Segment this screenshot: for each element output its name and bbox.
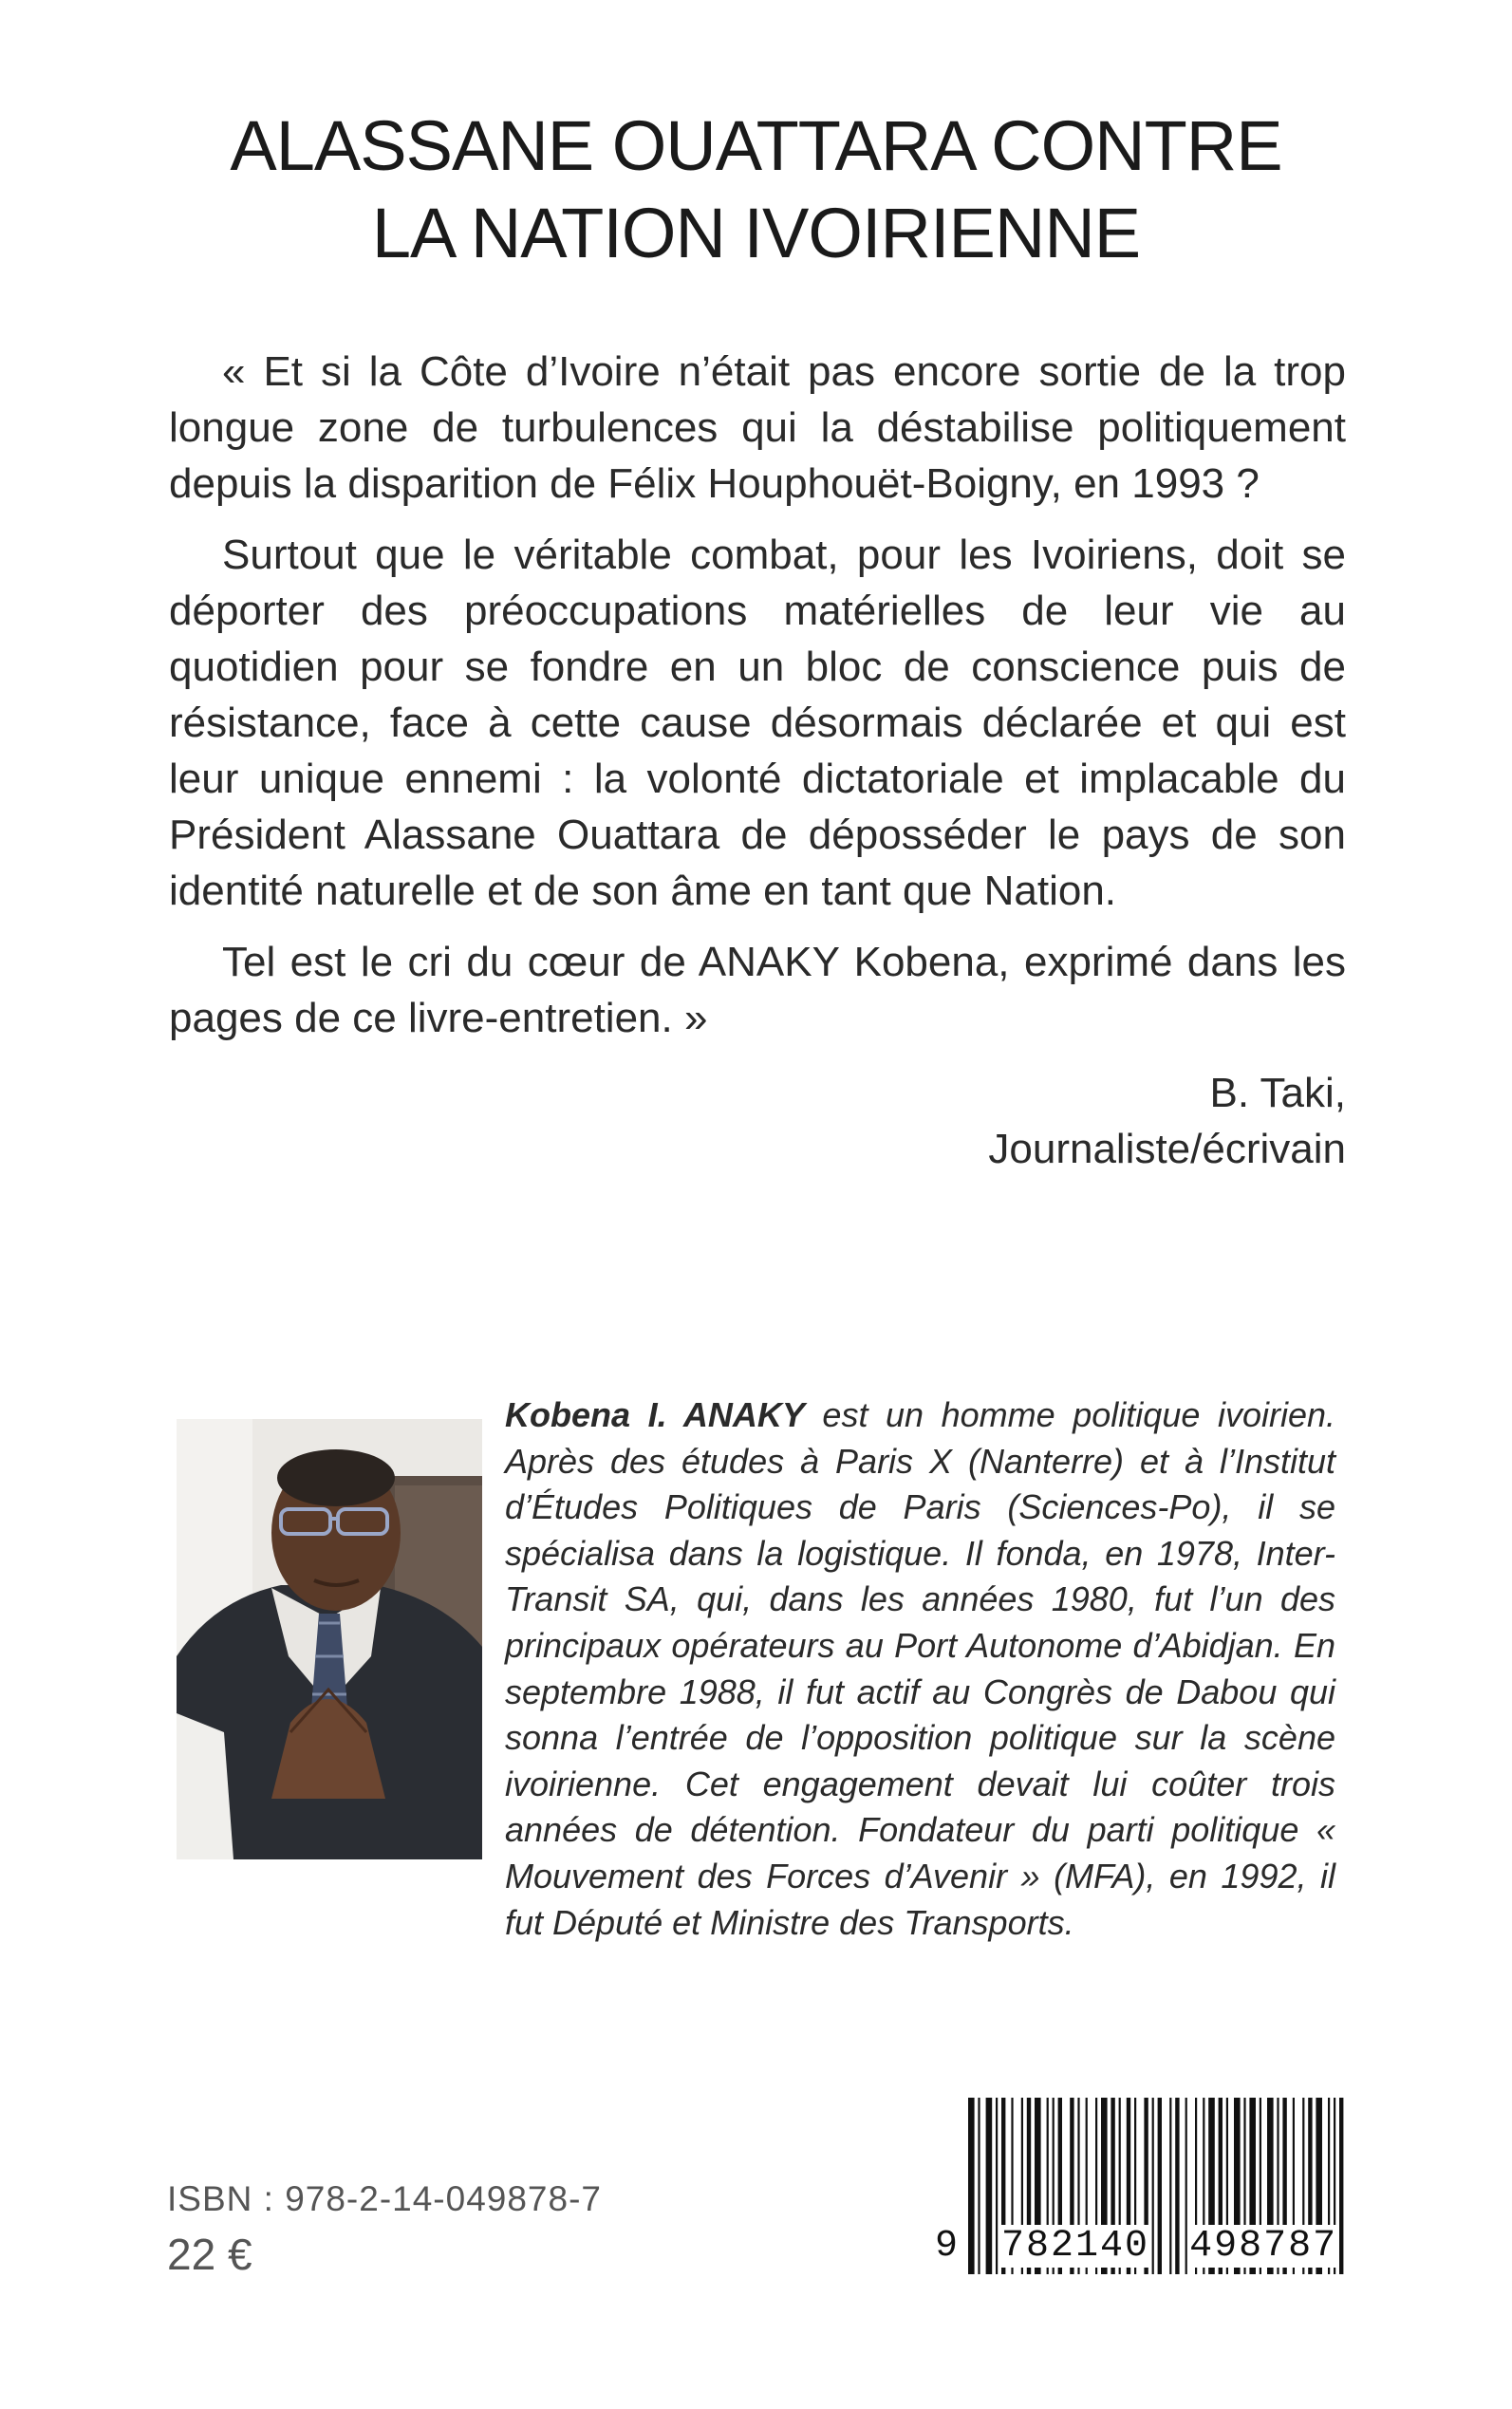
title-line-1: ALASSANE OUATTARA CONTRE bbox=[230, 106, 1282, 185]
quote-paragraph-1: « Et si la Côte d’Ivoire n’était pas encore sortie de la trop longue zone de turbulences qui la déstabilise politiquement depuis la disparition de Félix Houphouët-Boigny, en 1993 ? bbox=[169, 348, 1346, 507]
price: 22 € bbox=[167, 2230, 252, 2279]
author-photo bbox=[177, 1419, 482, 1859]
author-name: Kobena I. ANAKY bbox=[505, 1395, 805, 1434]
isbn-number: ISBN : 978-2-14-049878-7 bbox=[167, 2179, 602, 2218]
signature-role: Journaliste/écrivain bbox=[988, 1126, 1346, 1172]
back-cover-quote bbox=[169, 344, 1346, 1061]
signature-name: B. Taki, bbox=[1209, 1070, 1346, 1116]
biography-text: est un homme politique ivoirien. Après des études à Paris X (Nanterre) et à l’Institut d’Études Politiques de Paris (Sciences-Po), il se spécialisa dans la logistique. Il fonda, en 1978, Inter-Transit SA, qui, dans les années 1980, fut l’un des principaux opérateurs au Port Autonome d’Abidjan. En septembre 1988, il fut actif au Congrès de Dabou qui sonna l’entrée de l’opposition politique sur la scène ivoirienne. Cet engagement devait lui coûter trois années de détention. Fondateur du parti politique « Mouvement des Forces d’Avenir » (MFA), en 1992, il fut Député et Ministre des Transports. bbox=[505, 1395, 1335, 1942]
quote-paragraph-2: Surtout que le véritable combat, pour les Ivoiriens, doit se déporter des préoccupations matérielles de leur vie au quotidien pour se fondre en un bloc de conscience puis de résistance, face à cette cause désormais déclarée et qui est leur unique ennemi : la volonté dictatoriale et implacable du Président Alassane Ouattara de déposséder le pays de son identité naturelle et de son âme en tant que Nation. bbox=[169, 532, 1346, 914]
author-portrait-image bbox=[177, 1419, 482, 1859]
title-line-2: LA NATION IVOIRIENNE bbox=[371, 194, 1141, 272]
quote-signature bbox=[988, 1065, 1346, 1177]
author-biography bbox=[505, 1392, 1335, 1946]
quote-paragraph-3: Tel est le cri du cœur de ANAKY Kobena, exprimé dans les pages de ce livre-entretien. » bbox=[169, 939, 1346, 1041]
barcode-group-1: 782140 bbox=[1001, 2225, 1150, 2268]
book-title bbox=[0, 103, 1512, 277]
barcode-first-digit: 9 bbox=[935, 2225, 961, 2268]
barcode-group-2: 498787 bbox=[1189, 2225, 1338, 2268]
barcode-digits bbox=[935, 2225, 1353, 2268]
